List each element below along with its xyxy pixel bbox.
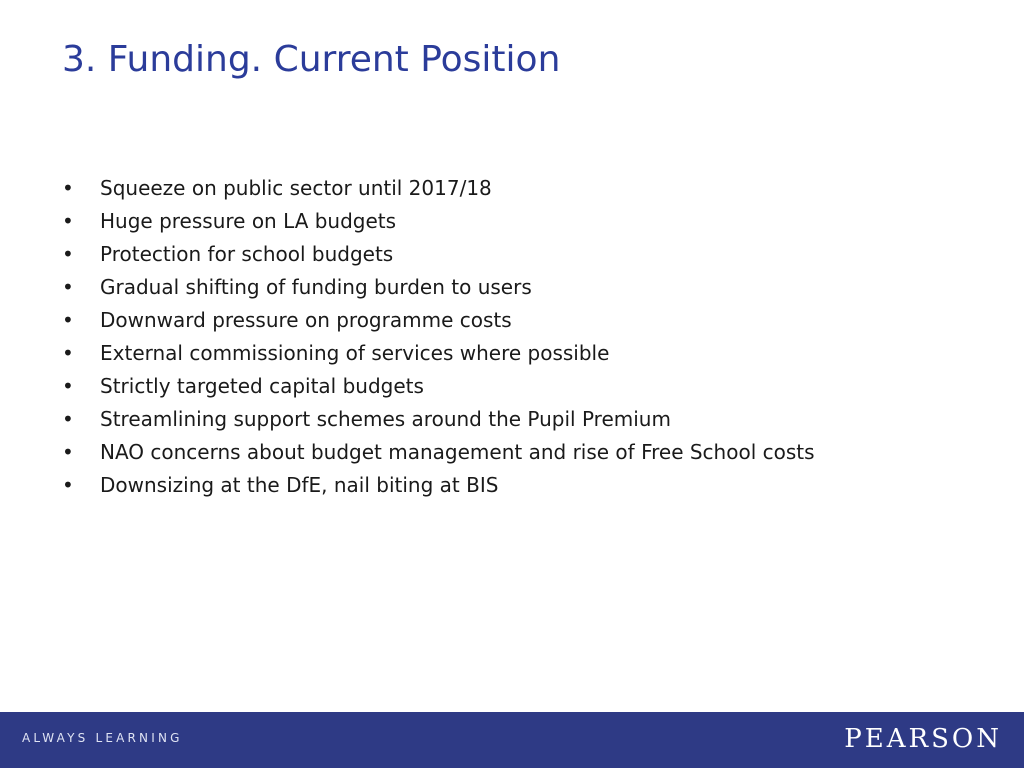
bullet-glyph: • bbox=[62, 473, 74, 497]
bullet-glyph: • bbox=[62, 407, 74, 431]
bullet-text: External commissioning of services where possible bbox=[100, 341, 610, 365]
bullet-text: NAO concerns about budget management and rise of Free School costs bbox=[100, 440, 815, 464]
bullet-glyph: • bbox=[62, 308, 74, 332]
bullet-text: Strictly targeted capital budgets bbox=[100, 374, 424, 398]
bullet-glyph: • bbox=[62, 275, 74, 299]
bullet-glyph: • bbox=[62, 176, 74, 200]
bullet-glyph: • bbox=[62, 209, 74, 233]
footer-bar bbox=[0, 712, 1024, 768]
bullet-text: Huge pressure on LA budgets bbox=[100, 209, 397, 233]
bullet-text: Protection for school budgets bbox=[100, 242, 394, 266]
bullet-glyph: • bbox=[62, 374, 74, 398]
slide-title: 3. Funding. Current Position bbox=[62, 39, 561, 80]
pearson-logo: PEARSON bbox=[844, 724, 1002, 754]
bullet-glyph: • bbox=[62, 440, 74, 464]
bullet-text: Squeeze on public sector until 2017/18 bbox=[100, 176, 492, 200]
footer-tagline: ALWAYS LEARNING bbox=[22, 731, 183, 745]
bullet-text: Downward pressure on programme costs bbox=[100, 308, 512, 332]
bullet-text: Gradual shifting of funding burden to users bbox=[100, 275, 532, 299]
bullet-glyph: • bbox=[62, 341, 74, 365]
bullet-text: Downsizing at the DfE, nail biting at BIS bbox=[100, 473, 499, 497]
bullet-text: Streamlining support schemes around the Pupil Premium bbox=[100, 407, 671, 431]
bullet-glyph: • bbox=[62, 242, 74, 266]
